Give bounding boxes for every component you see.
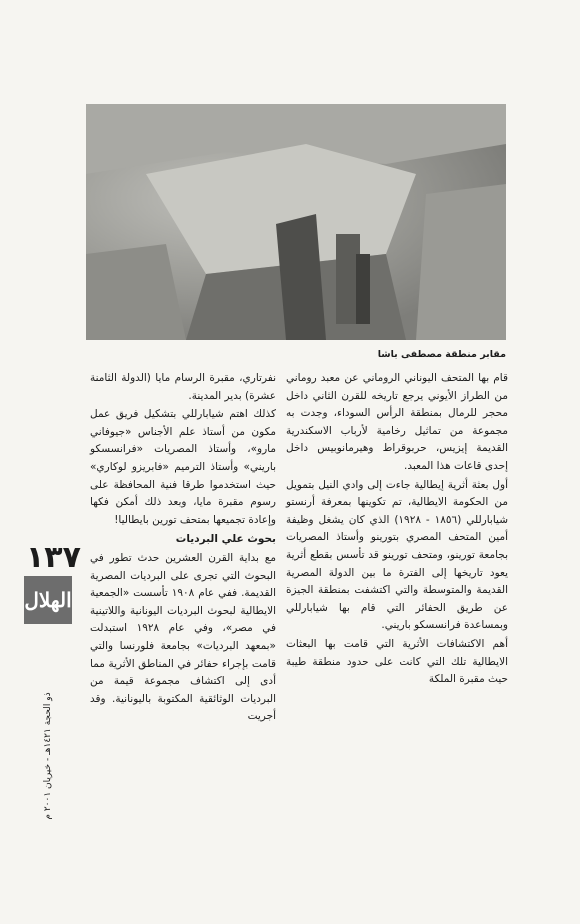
- page-number: ١٣٧: [26, 540, 81, 575]
- tomb-photo: [86, 104, 506, 340]
- paragraph: مع بداية القرن العشرين حدث تطور في البحوث التي تجرى على البرديات المصرية القديمة. ففي عام ١٩٠٨ تأسست «الجمعية الايطالية لبحوث البرديات اليونانية واللاتينية في مصر»، وفي عام ١٩٢٨ استبدلت «بمعهد البرديات» بجامعة فلورنسا والتي قامت بإجراء حفائر في المناطق الأثرية مما أدى إلى اكتشاف مجموعة قيمة من البرديات الوثائقية المكتوبة باليونانية. وقد أجريت: [90, 551, 276, 723]
- issue-date: ذو الحجة ١٤٢١هـ - خيريان ٢٠٠١ م: [43, 692, 53, 820]
- photo-caption: مقابر منطقة مصطفى باشا: [377, 349, 506, 360]
- magazine-logo: الهلال: [24, 576, 72, 624]
- right-column: [286, 370, 508, 690]
- issue-info: [40, 636, 56, 876]
- left-column: [90, 370, 276, 727]
- paragraph: أول بعثة أثرية إيطالية جاءت إلى وادي النيل بتمويل من الحكومة الايطالية، تم تكوينها بمعرفة أرنستو شيابارللي (١٨٥٦ - ١٩٢٨) الذي كان يشغل وظيفة أمين المتحف المصري بتورينو وأستاذ المصريات بجامعة تورينو، ومتحف تورينو قد تأسس بقطع أثرية يعود تاريخها إلى الفترة ما بين الدولة المصرية القديمة والمتوسطة والتي اكتشفت بمنطقة الجيزة عن طريق الحفائر التي قام بها شيابارللي وبمساعدة فرانسسكو باريني.: [286, 478, 509, 632]
- paragraph: كذلك اهتم شيابارللي بتشكيل فريق عمل مكون من أستاذ علم الأجناس «جيوفاني مارو»، وأستاذ المصريات «فرانسسكو باريني» وأستاذ الترميم «فابريزو لوكاري» حيث استخدموا طرقا فنية المحافظة على رسوم مقبرة مايا، وبعد ذلك أمكن فكها وإعادة تجميعها بمتحف تورين بايطاليا!: [90, 408, 276, 526]
- paragraph: نفرتاري، مقبرة الرسام مايا (الدولة الثامنة عشرة) بدير المدينة.: [90, 372, 276, 402]
- section-heading: بحوث علي البرديات: [175, 533, 276, 546]
- paragraph: أهم الاكتشافات الأثرية التي قامت بها البعثات الايطالية تلك التي كانت على حدود منطقة طيبة حيث مقبرة الملكة: [286, 637, 508, 686]
- tomb-photo-drawing: [86, 104, 506, 340]
- paragraph: قام بها المتحف اليوناني الروماني عن معبد روماني من الطراز الأيوني يرجع تاريخه للقرن الثاني داخل محجر للرمال بمنطقة الرأس السوداء، وجدت به مجموعة من تماثيل رخامية لأرباب الاسكندرية القديمة إيزيس، حربوقراط وهيرمانوبيس داخل إحدى قاعات هذا المعبد.: [286, 372, 508, 472]
